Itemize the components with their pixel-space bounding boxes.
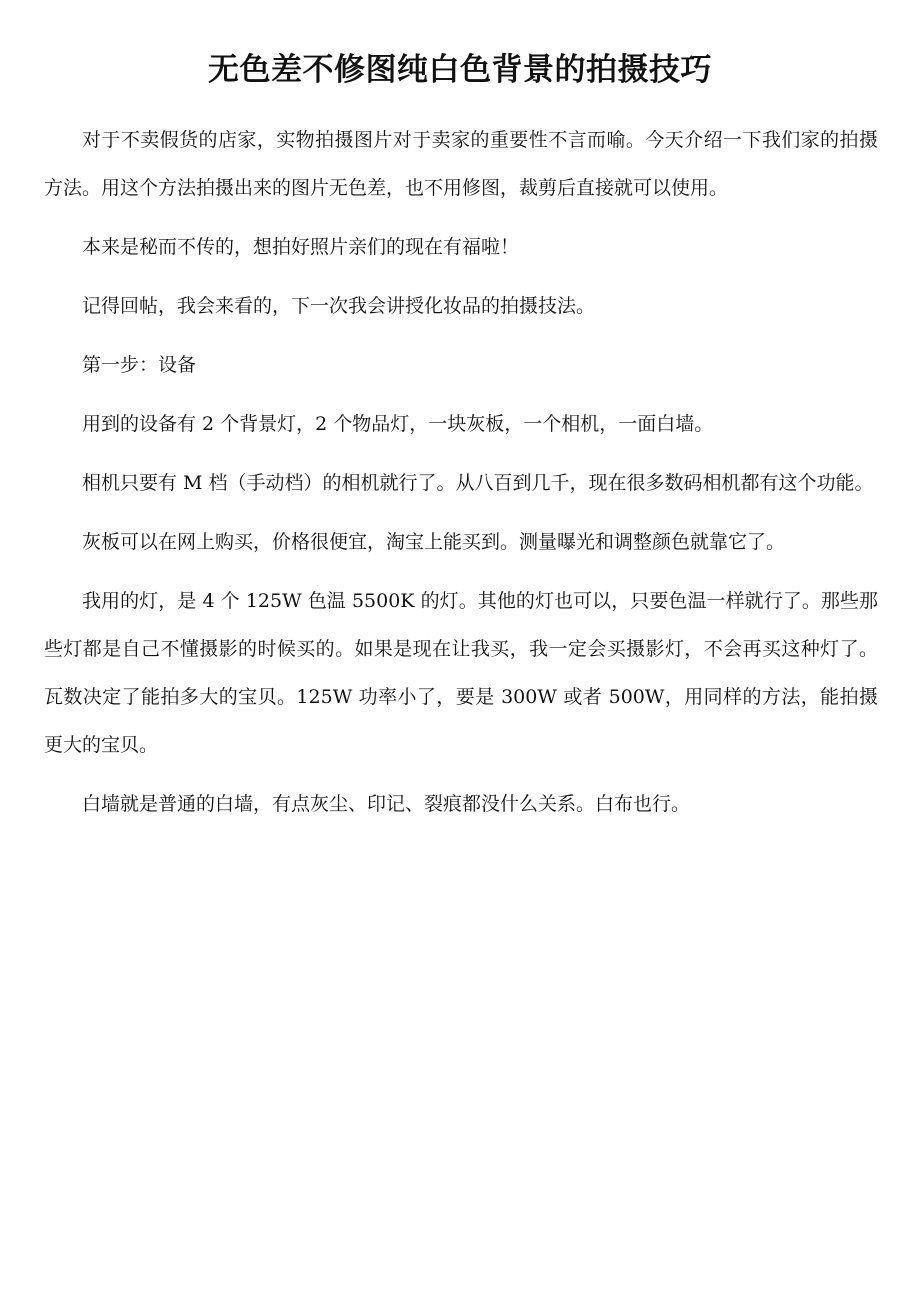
paragraph-gray-card: 灰板可以在网上购买，价格很便宜，淘宝上能买到。测量曝光和调整颜色就靠它了。 bbox=[82, 531, 786, 553]
paragraph-lights: 我用的灯，是 4 个 125W 色温 5500K 的灯。其他的灯也可以，只要色温一样就行了。那些那些灯都是自己不懂摄影的时候买的。如果是现在让我买，我一定会买摄影灯，不会再买这种灯了。瓦数决定了能拍多大的宝贝。125W 功率小了，要是 300W 或者 500W，用同样的方法，能拍摄更大的宝贝。 bbox=[44, 590, 878, 756]
paragraph-secret: 本来是秘而不传的，想拍好照片亲们的现在有福啦！ bbox=[82, 236, 520, 258]
paragraph-equipment-list: 用到的设备有 2 个背景灯，2 个物品灯，一块灰板，一个相机，一面白墙。 bbox=[82, 413, 714, 435]
paragraph-step-one-heading: 第一步：设备 bbox=[82, 354, 197, 376]
paragraph-camera: 相机只要有 M 档（手动档）的相机就行了。从八百到几千，现在很多数码相机都有这个功能。 bbox=[82, 472, 874, 494]
paragraph-reply: 记得回帖，我会来看的，下一次我会讲授化妆品的拍摄技法。 bbox=[82, 295, 596, 317]
document-title: 无色差不修图纯白色背景的拍摄技巧 bbox=[208, 52, 712, 88]
paragraph-white-wall: 白墙就是普通的白墙，有点灰尘、印记、裂痕都没什么关系。白布也行。 bbox=[82, 793, 691, 815]
paragraph-intro: 对于不卖假货的店家，实物拍摄图片对于卖家的重要性不言而喻。今天介绍一下我们家的拍摄方法。用这个方法拍摄出来的图片无色差，也不用修图，裁剪后直接就可以使用。 bbox=[44, 129, 878, 199]
document-body bbox=[44, 116, 878, 839]
